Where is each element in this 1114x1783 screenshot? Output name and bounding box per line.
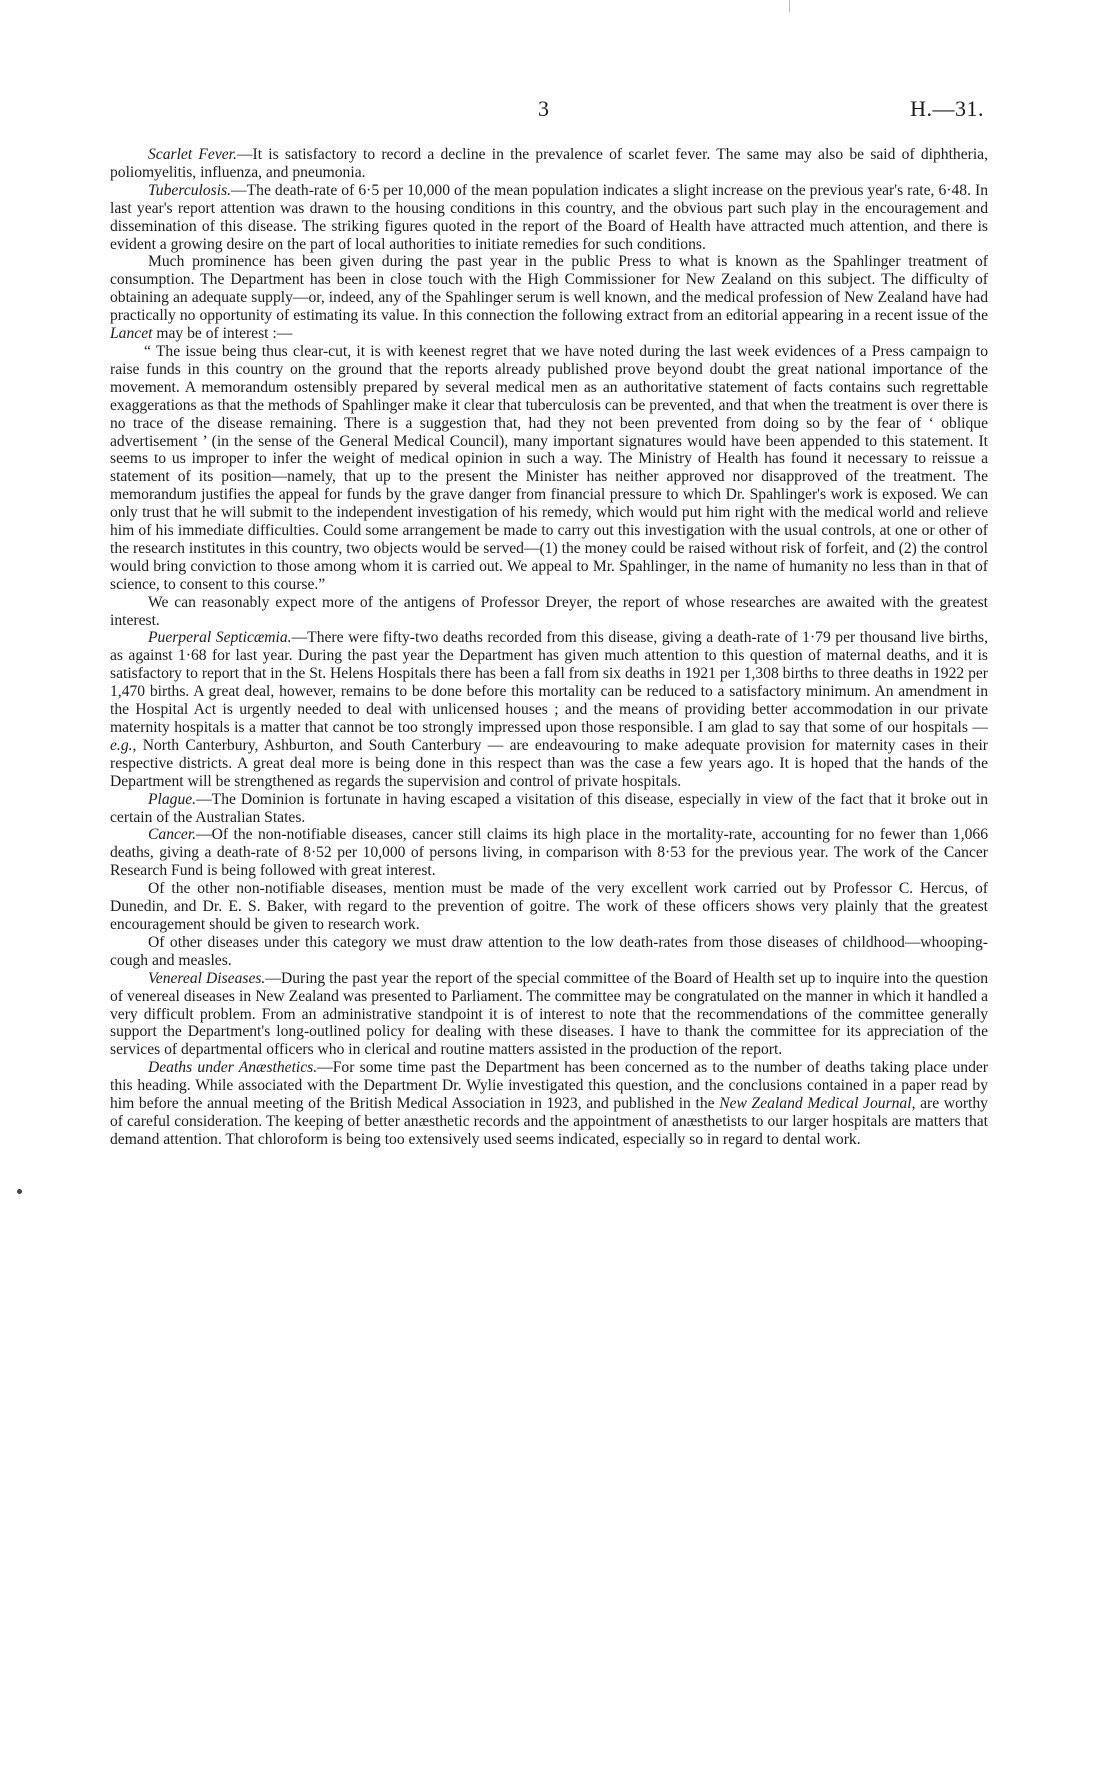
scan-mark <box>789 0 790 12</box>
paragraph-tuberculosis <box>110 182 988 254</box>
paragraph-text: Of other diseases under this category we must draw attention to the low death-rates from those diseases of childhood—whooping-cough and measles. <box>110 933 988 969</box>
paragraph-venereal-diseases <box>110 970 988 1060</box>
paragraph-text: —Of the non-notifiable diseases, cancer still claims its high place in the mortality-rate, accounting for no fewer than 1,066 deaths, giving a death-rate of 8·52 per 10,000 of persons living, in comparison with 8·53 for the previous year. The work of the Cancer Research Fund is being followed with great interest. <box>110 826 988 880</box>
paragraph-spahlinger <box>110 253 988 343</box>
paragraph-puerperal-septicaemia <box>110 629 988 790</box>
italic-abbreviation: e.g. <box>110 736 133 754</box>
paragraph-text: Much prominence has been given during the past year in the public Press to what is known as the Spahlinger treatment of consumption. The Department has been in close touch with the High Commissioner for New Zealand on this subject. The difficulty of obtaining an adequate supply—or, indeed, any of the Spahlinger serum is well known, and the medical profession of New Zealand have had practically no opportunity of estimating its value. In this connection the following extract from an editorial appearing in a recent issue of the <box>110 253 988 325</box>
quoted-text: “ The issue being thus clear-cut, it is with keenest regret that we have noted during the last week evidences of a Press campaign to raise funds in this country on the ground that the reports already published prove beyond doubt the great national importance of the movement. A memorandum ostensibly prepared by several medical men as an authoritative statement of facts contains such regrettable exaggerations as that the methods of Spahlinger make it clear that tuberculosis can be prevented, and that when the treatment is over there is no trace of the disease remaining. There is a suggestion that, had they not been prevented from doing so by the fear of ‘ oblique advertisement ’ (in the sense of the General Medical Council), many important signatures would have been appended to this statement. It seems to us improper to infer the weight of medical opinion in such a way. The Ministry of Health has found it necessary to reissue a statement of its position—namely, that up to the present the Minister has neither approved nor disapproved of the treatment. The memorandum justifies the appeal for funds by the grave danger from financial pressure to which Dr. Spahlinger's work is exposed. We can only trust that he will submit to the independent investigation of his remedy, which would put him right with the medical world and relieve him of his immediate difficulties. Could some arrangement be made to carry out this investigation with the usual controls, at one or other of the research institutes in this country, two objects would be served—(1) the money could be raised without risk of forfeit, and (2) the control would bring conviction to those among whom it is carried out. We appeal to Mr. Spahlinger, in the name of humanity no less than in that of science, to consent to this course.” <box>110 342 988 593</box>
paragraph-text: —It is satisfactory to record a decline in the prevalence of scarlet fever. The same may also be said of diphtheria, poliomyelitis, influenza, and pneumonia. <box>110 146 988 181</box>
margin-dot <box>17 1189 22 1194</box>
paragraph-heading: Cancer. <box>148 826 197 844</box>
paragraph-heading: Tuberculosis. <box>148 181 232 199</box>
paragraph-text: —For some time past the Department has been concerned as to the number of deaths taking place under this heading. While associated with the Department Dr. Wylie investigated this question, and the conclusions contained in a paper read by him before the annual meeting of the British Medical Association in 1923, and published in the <box>110 1059 989 1113</box>
paragraph-text: We can reasonably expect more of the antigens of Professor Dreyer, the report of whose researches are awaited with the greatest interest. <box>110 593 988 629</box>
paragraph-text: Of the other non-notifiable diseases, mention must be made of the very excellent work carried out by Professor C. Hercus, of Dunedin, and Dr. E. S. Baker, with regard to the prevention of goitre. The work of these officers shows very plainly that the greatest encouragement should be given to research work. <box>110 880 988 933</box>
paragraph-dreyer <box>110 594 988 630</box>
paragraph-lancet-quote <box>110 343 988 594</box>
paragraph-scarlet-fever <box>110 146 988 182</box>
paragraph-plague <box>110 791 988 827</box>
journal-title-lancet: Lancet <box>110 325 153 343</box>
document-body <box>110 146 988 1149</box>
paragraph-cancer <box>110 826 988 880</box>
paragraph-text: —The Dominion is fortunate in having escaped a visitation of this disease, especially in view of the fact that it broke out in certain of the Australian States. <box>110 790 988 826</box>
paragraph-text: —There were fifty-two deaths recorded from this disease, giving a death-rate of 1·79 per thousand live births, as against 1·68 for last year. During the past year the Department has given much attention to this question of maternal deaths, and it is satisfactory to report that in the St. Helens Hospitals there has been a fall from six deaths in 1921 per 1,308 births to three deaths in 1922 per 1,470 births. A great deal, however, remains to be done before this mortality can be reduced to a satisfactory minimum. An amendment in the Hospital Act is urgently needed to deal with unlicensed houses ; and the means of providing better accommodation in our private maternity hospitals is a matter that cannot be too strongly impressed upon those responsible. I am glad to say that some of our hospitals — <box>110 629 988 736</box>
paragraph-goitre <box>110 880 988 934</box>
page-number: 3 <box>538 96 549 121</box>
paragraph-childhood-diseases <box>110 934 988 970</box>
journal-title-nz-medical-journal: New Zealand Medical Journal <box>719 1095 912 1113</box>
paragraph-text: , are worthy of careful consideration. The keeping of better anæsthetic records and the appointment of anæsthetists to our larger hospitals are matters that demand attention. That chloroform is being too extensively used seems indicated, especially so in regard to dental work. <box>110 1095 988 1148</box>
paragraph-text: —During the past year the report of the special committee of the Board of Health set up to inquire into the question of venereal diseases in New Zealand was presented to Parliament. The committee may be congratulated on the manner in which it handled a very difficult problem. From an administrative standpoint it is of interest to note that the recommendations of the committee generally support the Department's long-outlined policy for dealing with these diseases. I have to thank the committee for its appreciation of the services of departmental officers who in clerical and routine matters assisted in the production of the report. <box>110 969 988 1059</box>
page-header <box>0 96 1114 128</box>
paragraph-text: —The death-rate of 6·5 per 10,000 of the mean population indicates a slight increase on the previous year's rate, 6·48. In last year's report attention was drawn to the housing conditions in this country, and the obvious part such play in the encouragement and dissemination of this disease. The striking figures quoted in the report of the Board of Health have attracted much attention, and there is evident a growing desire on the part of local authorities to initiate remedies for such conditions. <box>110 181 988 253</box>
paragraph-anaesthetics <box>110 1059 988 1149</box>
paragraph-heading: Puerperal Septicæmia. <box>148 629 292 647</box>
paragraph-text: may be of interest :— <box>152 325 293 343</box>
paragraph-text: , North Canterbury, Ashburton, and South Canterbury — are endeavouring to make adequate provision for maternity cases in their respective districts. A great deal more is being done in this respect than was the case a few years ago. It is hoped that the hands of the Department will be strengthened as regards the supervision and control of private hospitals. <box>110 736 988 790</box>
paragraph-heading: Deaths under Anæsthetics. <box>148 1059 318 1077</box>
paragraph-heading: Venereal Diseases. <box>148 969 266 987</box>
paragraph-heading: Scarlet Fever. <box>148 146 237 163</box>
document-code: H.—31. <box>910 96 984 121</box>
paragraph-heading: Plague. <box>148 790 197 808</box>
